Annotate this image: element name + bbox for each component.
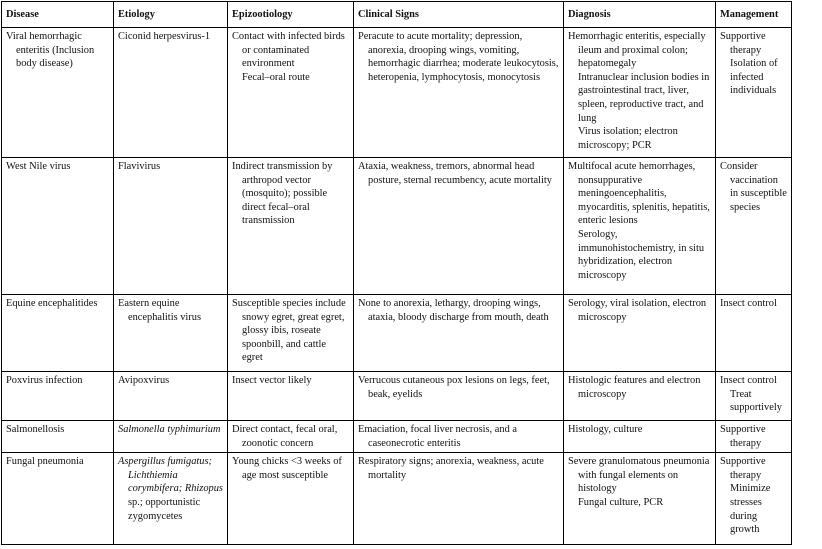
cell-disease: Fungal pneumonia (2, 453, 114, 545)
cell-etiology (114, 453, 228, 545)
cell-clinical-signs: Peracute to acute mortality; depression, anorexia, drooping wings, vomiting, hemorrhagic diarrhea; moderate leukocytosis, heteropenia, lymphocytosis, monocytosis (354, 28, 564, 158)
cell-diagnosis: Severe granulomatous pneumonia with fungal elements on histology Fungal culture, PCR (564, 453, 716, 545)
header-etiology: Etiology (114, 2, 228, 28)
cell-diagnosis: Histologic features and electron microscopy (564, 372, 716, 421)
header-epizootiology: Epizootiology (228, 2, 354, 28)
table-row (2, 453, 792, 545)
header-management: Management (716, 2, 792, 28)
cell-management: Consider vaccination in susceptible species (716, 158, 792, 295)
cell-clinical-signs: Verrucous cutaneous pox lesions on legs, feet, beak, eyelids (354, 372, 564, 421)
cell-disease: Salmonellosis (2, 421, 114, 453)
header-row (2, 2, 792, 28)
cell-disease: Viral hemorrhagic enteritis (Inclusion body disease) (2, 28, 114, 158)
cell-epizootiology: Indirect transmission by arthropod vector (mosquito); possible direct fecal–oral transmission (228, 158, 354, 295)
header-disease: Disease (2, 2, 114, 28)
cell-disease: Poxvirus infection (2, 372, 114, 421)
cell-management: Insect control (716, 295, 792, 372)
cell-etiology: Avipoxvirus (114, 372, 228, 421)
header-clinical-signs: Clinical Signs (354, 2, 564, 28)
cell-etiology: Eastern equine encephalitis virus (114, 295, 228, 372)
cell-etiology: Flavivirus (114, 158, 228, 295)
cell-disease: West Nile virus (2, 158, 114, 295)
cell-epizootiology: Contact with infected birds or contaminated environment Fecal–oral route (228, 28, 354, 158)
header-diagnosis: Diagnosis (564, 2, 716, 28)
cell-diagnosis: Serology, viral isolation, electron microscopy (564, 295, 716, 372)
cell-diagnosis: Multifocal acute hemorrhages, nonsuppurative meningoencephalitis, myocarditis, splenitis, hepatitis, enteric lesions Serology, immunohistochemistry, in situ hybridization, electron microscopy (564, 158, 716, 295)
cell-management: Supportive therapy Isolation of infected individuals (716, 28, 792, 158)
table-row (2, 295, 792, 372)
table-row (2, 158, 792, 295)
etiology-remainder: sp.; opportunistic zygomycetes (128, 496, 201, 522)
table-row (2, 421, 792, 453)
cell-clinical-signs: Respiratory signs; anorexia, weakness, acute mortality (354, 453, 564, 545)
cell-diagnosis: Histology, culture (564, 421, 716, 453)
cell-epizootiology: Susceptible species include snowy egret, great egret, glossy ibis, roseate spoonbill, and cattle egret (228, 295, 354, 372)
cell-etiology: Salmonella typhimurium (114, 421, 228, 453)
disease-table (1, 1, 792, 545)
etiology-genus-names: Aspergillus fumigatus; Lichthiemia corymbifera; Rhizopus (118, 456, 223, 495)
cell-clinical-signs: Ataxia, weakness, tremors, abnormal head posture, sternal recumbency, acute mortality (354, 158, 564, 295)
cell-epizootiology: Insect vector likely (228, 372, 354, 421)
cell-disease: Equine encephalitides (2, 295, 114, 372)
cell-clinical-signs: Emaciation, focal liver necrosis, and a caseonecrotic enteritis (354, 421, 564, 453)
cell-etiology: Ciconid herpesvirus-1 (114, 28, 228, 158)
cell-management: Supportive therapy Minimize stresses during growth (716, 453, 792, 545)
cell-management: Insect control Treat supportively (716, 372, 792, 421)
cell-epizootiology: Direct contact, fecal oral, zoonotic concern (228, 421, 354, 453)
cell-diagnosis: Hemorrhagic enteritis, especially ileum and proximal colon; hepatomegaly Intranuclear inclusion bodies in gastrointestinal tract, liver, spleen, reproductive tract, and lung Virus isolation; electron microscopy; PCR (564, 28, 716, 158)
cell-clinical-signs: None to anorexia, lethargy, drooping wings, ataxia, bloody discharge from mouth, death (354, 295, 564, 372)
cell-epizootiology: Young chicks <3 weeks of age most susceptible (228, 453, 354, 545)
table-row (2, 372, 792, 421)
table-row (2, 28, 792, 158)
cell-management: Supportive therapy (716, 421, 792, 453)
